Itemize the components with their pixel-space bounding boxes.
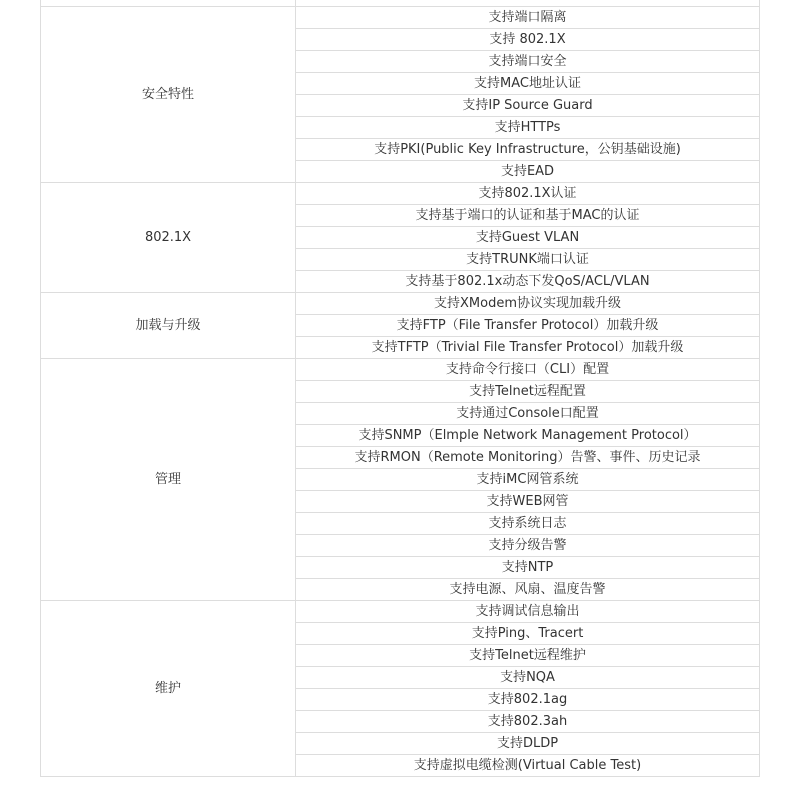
- feature-cell: 支持WEB网管: [296, 491, 760, 513]
- category-cell: 维护: [41, 601, 296, 777]
- feature-cell: 支持调试信息输出: [296, 601, 760, 623]
- feature-cell: 支持EAD: [296, 161, 760, 183]
- feature-cell: 支持PKI(Public Key Infrastructure，公钥基础设施): [296, 139, 760, 161]
- feature-cell: 支持通过Console口配置: [296, 403, 760, 425]
- feature-cell: 支持电源、风扇、温度告警: [296, 579, 760, 601]
- feature-cell: 支持NTP: [296, 557, 760, 579]
- feature-cell: 支持HTTPs: [296, 117, 760, 139]
- table-row: [41, 7, 760, 29]
- category-cell: 加载与升级: [41, 293, 296, 359]
- feature-cell: 支持NQA: [296, 667, 760, 689]
- feature-cell: 支持基于802.1x动态下发QoS/ACL/VLAN: [296, 271, 760, 293]
- feature-cell: 支持RMON（Remote Monitoring）告警、事件、历史记录: [296, 447, 760, 469]
- feature-cell: 支持Telnet远程配置: [296, 381, 760, 403]
- feature-cell: 支持FTP（File Transfer Protocol）加载升级: [296, 315, 760, 337]
- feature-cell: 支持 802.1X: [296, 29, 760, 51]
- feature-cell: 支持Guest VLAN: [296, 227, 760, 249]
- category-cell: 802.1X: [41, 183, 296, 293]
- feature-cell: 支持iMC网管系统: [296, 469, 760, 491]
- table-row: [41, 601, 760, 623]
- table-row: [41, 183, 760, 205]
- feature-cell: 支持802.1X认证: [296, 183, 760, 205]
- feature-cell: 支持系统日志: [296, 513, 760, 535]
- feature-cell: 支持Telnet远程维护: [296, 645, 760, 667]
- feature-spec-body: [41, 0, 760, 777]
- feature-cell: 支持命令行接口（CLI）配置: [296, 359, 760, 381]
- feature-cell: 支持基于端口的认证和基于MAC的认证: [296, 205, 760, 227]
- feature-cell: 支持Ping、Tracert: [296, 623, 760, 645]
- feature-cell: 支持MAC地址认证: [296, 73, 760, 95]
- feature-cell: 支持虚拟电缆检测(Virtual Cable Test): [296, 755, 760, 777]
- feature-cell: 支持IP Source Guard: [296, 95, 760, 117]
- feature-cell: 支持XModem协议实现加载升级: [296, 293, 760, 315]
- category-cell: 管理: [41, 359, 296, 601]
- category-cell: 安全特性: [41, 7, 296, 183]
- feature-cell: 支持TRUNK端口认证: [296, 249, 760, 271]
- feature-cell: 支持802.1ag: [296, 689, 760, 711]
- feature-cell: 支持802.3ah: [296, 711, 760, 733]
- feature-cell: 支持端口安全: [296, 51, 760, 73]
- feature-cell: 支持端口隔离: [296, 7, 760, 29]
- feature-spec-table: [40, 0, 760, 777]
- table-row: [41, 293, 760, 315]
- feature-cell: 支持DLDP: [296, 733, 760, 755]
- feature-cell: 支持TFTP（Trivial File Transfer Protocol）加载升级: [296, 337, 760, 359]
- feature-cell: 支持SNMP（Elmple Network Management Protocol）: [296, 425, 760, 447]
- feature-cell: 支持分级告警: [296, 535, 760, 557]
- table-row: [41, 359, 760, 381]
